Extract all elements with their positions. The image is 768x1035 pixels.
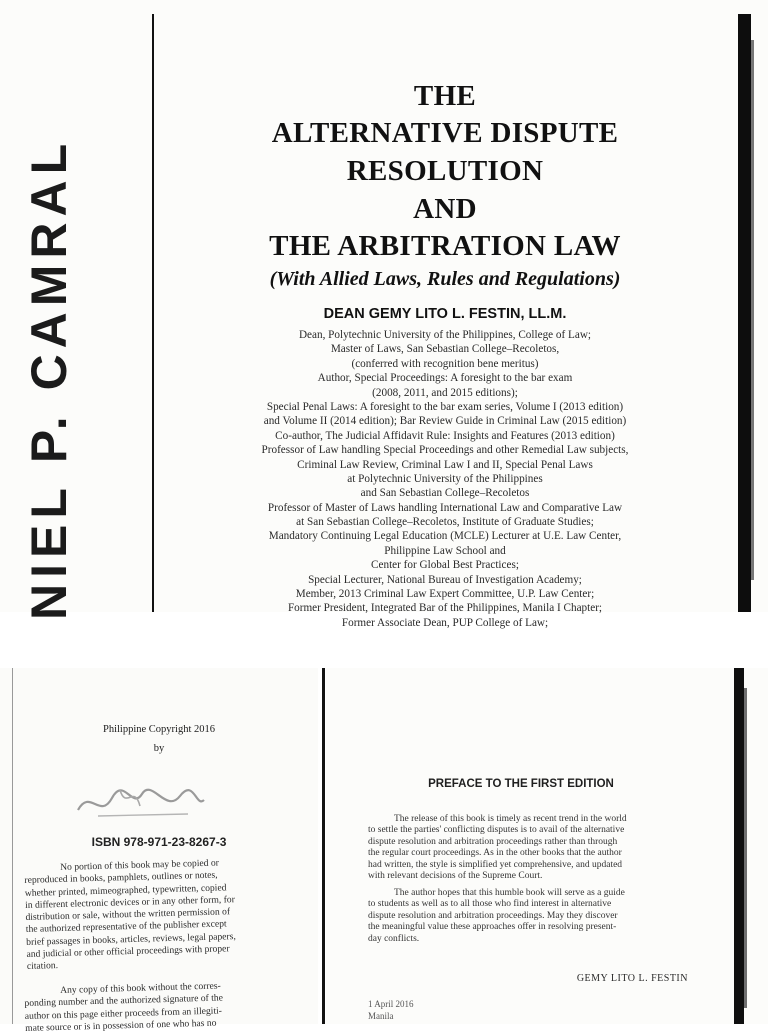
copyright-text-line: the authorized representative of the publisher except — [25, 918, 227, 936]
preface-page-edge-shadow — [744, 688, 747, 1008]
copyright-text-line: whether printed, mimeographed, typewritten, copied — [24, 881, 227, 899]
preface-paragraph-1 — [368, 814, 713, 882]
title-line-1: THE — [413, 80, 477, 112]
credential-line: Professor of Master of Laws handling International Law and Comparative Law — [267, 501, 623, 514]
preface-date: 1 April 2016 — [368, 999, 414, 1009]
preface-text-line: had written, the style is simplified yet comprehensive, and updated — [368, 859, 623, 870]
preface-text-line: with relevant decisions of the Supreme Court. — [368, 870, 543, 881]
preface-text-line: dispute resolution and arbitration proceedings rather than through — [368, 836, 618, 847]
preface-text-line: The author hopes that this humble book will serve as a guide — [394, 888, 625, 898]
credential-line: Former President, Integrated Bar of the Philippines, Manila I Chapter; — [287, 602, 603, 615]
copyright-text-line: reproduced in books, pamphlets, outlines or notes, — [24, 869, 218, 887]
preface-text-line: The release of this book is timely as recent trend in the world — [394, 814, 627, 824]
copyright-paragraph-1 — [24, 856, 277, 974]
author-signature-stamp — [70, 780, 210, 826]
preface-text-line: day conflicts. — [368, 933, 420, 944]
copyright-text-line: distribution or sale, without the written permission of — [25, 906, 231, 924]
book-author: DEAN GEMY LITO L. FESTIN, LL.M. — [323, 306, 567, 322]
credential-line: at San Sebastian College–Recoletos, Institute of Graduate Studies; — [296, 516, 594, 529]
credential-line: Author, Special Proceedings: A foresight to the bar exam — [317, 372, 573, 385]
credential-line: (conferred with recognition bene meritus) — [351, 357, 539, 370]
book-subtitle: (With Allied Laws, Rules and Regulations) — [269, 268, 621, 290]
title-line-5: THE ARBITRATION LAW — [269, 230, 621, 262]
credential-line: Dean, Polytechnic University of the Philippines, College of Law; — [298, 329, 592, 341]
credential-line: Member, 2013 Criminal Law Expert Committee, U.P. Law Center; — [295, 588, 595, 601]
copyright-text-line: in different electronic devices or in any other form, for — [25, 894, 236, 911]
preface-text-line: dispute resolution and arbitration proceedings. May they discover — [368, 910, 618, 921]
credential-line: at Polytechnic University of the Philippines — [347, 472, 543, 485]
spine-stamp: NIEL P. CAMRAL — [21, 137, 77, 620]
preface-text-line: the regular court proceedings. As in the other books that the author — [368, 848, 622, 859]
preface-paragraph-2 — [368, 888, 713, 945]
preface-text-line: to settle the parties' conflicting disputes is to avail of the alternative — [368, 825, 625, 836]
copyright-by: by — [153, 743, 165, 754]
credential-line: Former Associate Dean, PUP College of Law; — [341, 616, 549, 629]
copyright-paragraph-2 — [24, 979, 275, 1035]
preface-place: Manila — [368, 1011, 394, 1021]
copyright-text-line: citation. — [26, 960, 59, 973]
copyright-text-line: Any copy of this book without the corres- — [59, 980, 221, 996]
credential-line: Special Lecturer, National Bureau of Investigation Academy; — [308, 573, 582, 586]
book-spine-divider — [322, 668, 325, 1024]
credential-line: Philippine Law School and — [384, 544, 506, 557]
credential-line: and San Sebastian College–Recoletos — [360, 487, 530, 500]
credential-line: Mandatory Continuing Legal Education (MCLE) Lecturer at U.E. Law Center, — [268, 530, 622, 543]
copyright-text-line: ponding number and the authorized signature of the — [24, 992, 224, 1010]
preface-text-line: the meaningful value these approaches offer in resolving present- — [368, 922, 617, 933]
title-line-2: ALTERNATIVE DISPUTE — [271, 117, 619, 149]
credential-line: Co-author, The Judicial Affidavit Rule: Insights and Features (2013 edition) — [275, 429, 615, 442]
page-right-edge — [738, 14, 751, 612]
credential-line: Master of Laws, San Sebastian College–Recoletos, — [330, 343, 560, 356]
copyright-text-line: No portion of this book may be copied or — [59, 857, 220, 873]
copyright-text-line: author on this page either proceeds from an illegiti- — [24, 1005, 223, 1022]
credential-line: (2008, 2011, and 2015 editions); — [372, 386, 518, 399]
copyright-page-scan — [0, 668, 318, 1034]
copyright-text-line: mate source or is in possession of one who has no — [25, 1017, 217, 1034]
page-gutter-line — [152, 14, 154, 612]
copyright-line: Philippine Copyright 2016 — [102, 724, 215, 735]
preface-page-scan — [326, 668, 768, 1024]
title-line-4: AND — [413, 193, 477, 225]
preface-signature: GEMY LITO L. FESTIN — [576, 973, 688, 984]
author-credentials — [190, 328, 700, 630]
preface-heading: PREFACE TO THE FIRST EDITION — [428, 778, 614, 790]
credential-line: Professor of Law handling Special Proceedings and other Remedial Law subjects, — [261, 444, 629, 457]
copyright-text-line: brief passages in books, articles, reviews, legal papers, — [26, 930, 236, 948]
credential-line: and Volume II (2014 edition); Bar Review Guide in Criminal Law (2015 edition) — [263, 415, 627, 428]
isbn-number: ISBN 978-971-23-8267-3 — [91, 835, 227, 849]
page-right-edge-shadow — [751, 40, 754, 580]
preface-page-edge — [734, 668, 744, 1024]
credential-line: Center for Global Best Practices; — [371, 559, 519, 572]
title-line-3: RESOLUTION — [346, 155, 544, 187]
copyright-text-line: and judicial or other official proceedings with proper — [26, 943, 230, 961]
credential-line: Criminal Law Review, Criminal Law I and II, Special Penal Laws — [297, 458, 593, 471]
credential-line: Special Penal Laws: A foresight to the bar exam series, Volume I (2013 edition) — [266, 400, 624, 413]
preface-text-line: to students as well as to all those who find interest in alternative — [368, 899, 612, 910]
